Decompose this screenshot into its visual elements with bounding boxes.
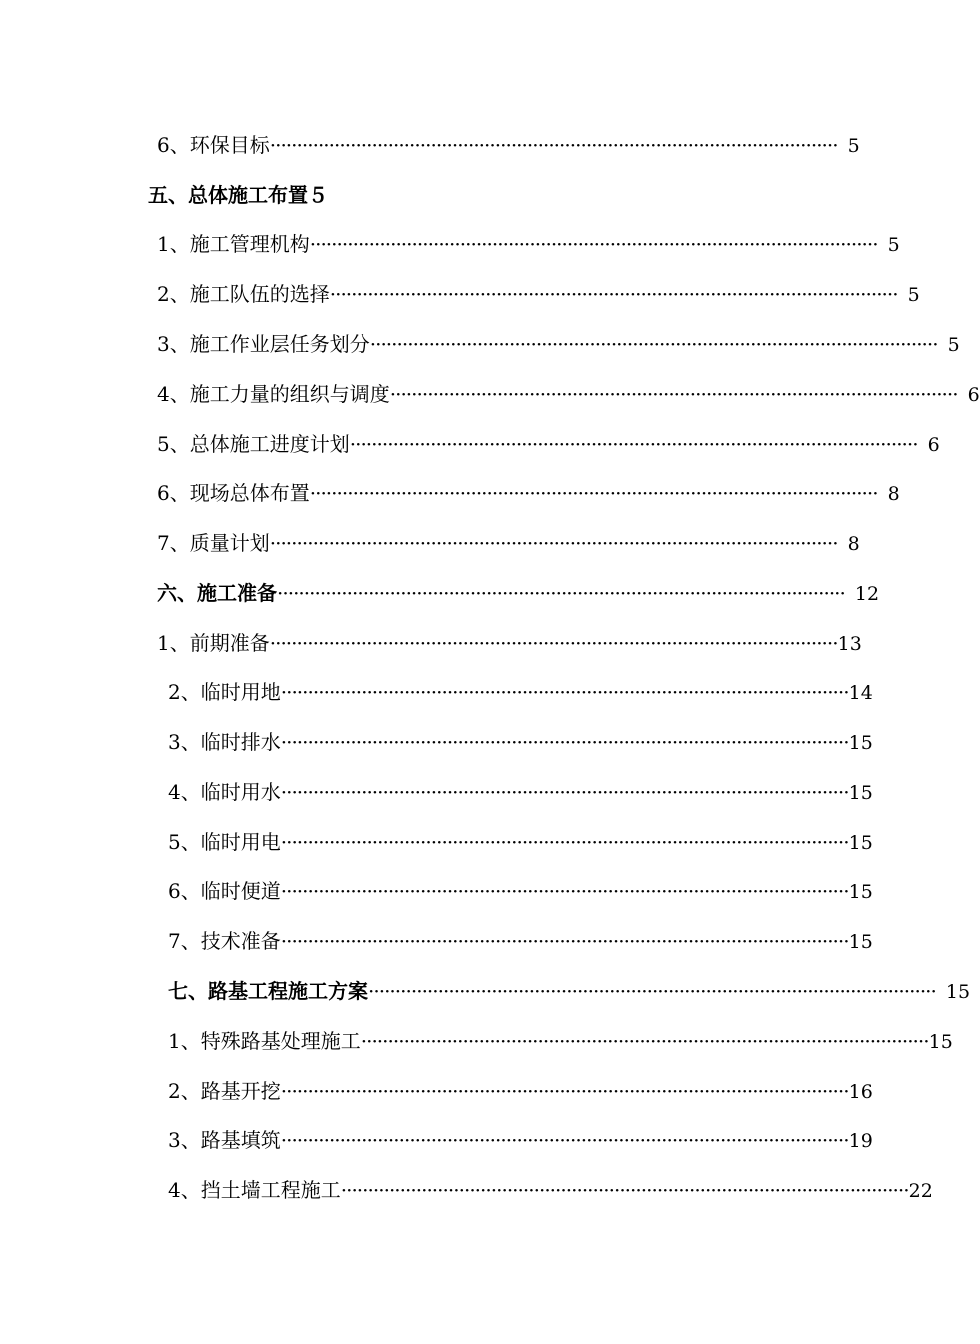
- toc-leader-dots: ··········································································································: [349, 432, 918, 456]
- toc-entry-page: 5: [907, 284, 920, 306]
- toc-entry-title: 五、总体施工布置５: [148, 183, 328, 207]
- toc-entry: [168, 727, 873, 757]
- toc-entry: [168, 827, 873, 857]
- toc-leader-dots: ··········································································································: [280, 879, 849, 903]
- toc-entry-page: 22: [908, 1180, 933, 1202]
- toc-entry-page: 15: [928, 1031, 953, 1053]
- toc-leader-dots: ··········································································································: [277, 581, 845, 605]
- toc-entry-page: 15: [945, 981, 971, 1003]
- toc-entry-title: 6、现场总体布置: [157, 481, 310, 505]
- toc-leader-dots: ··········································································································: [280, 780, 849, 804]
- toc-entry-title: 3、路基填筑: [168, 1128, 281, 1152]
- toc-entry-title: 七、路基工程施工方案: [168, 979, 368, 1003]
- toc-leader-dots: ··········································································································: [269, 133, 838, 157]
- toc-entry-page: 12: [854, 583, 880, 605]
- toc-leader-dots: ··········································································································: [280, 1128, 849, 1152]
- toc-entry: [157, 528, 860, 558]
- toc-entry-page: 15: [848, 881, 873, 903]
- toc-entry: [157, 379, 980, 409]
- toc-heading: [157, 578, 880, 608]
- toc-leader-dots: ··········································································································: [360, 1029, 929, 1053]
- toc-entry-title: 5、临时用电: [168, 830, 281, 854]
- toc-entry-title: 1、施工管理机构: [157, 232, 310, 256]
- toc-entry-page: 15: [848, 832, 873, 854]
- toc-leader-dots: ··········································································································: [309, 481, 878, 505]
- toc-entry-page: 5: [847, 135, 860, 157]
- toc-entry-page: 15: [848, 782, 873, 804]
- toc-entry: [157, 628, 862, 658]
- toc-entry: [168, 1076, 873, 1106]
- toc-leader-dots: ··········································································································: [309, 232, 878, 256]
- toc-entry: [157, 329, 960, 359]
- toc-entry: [168, 677, 873, 707]
- toc-entry-page: 8: [887, 483, 900, 505]
- toc-entry-title: 1、特殊路基处理施工: [168, 1029, 361, 1053]
- toc-entry-title: 3、临时排水: [168, 730, 281, 754]
- toc-leader-dots: ··········································································································: [269, 531, 838, 555]
- toc-entry-title: 7、技术准备: [168, 929, 281, 953]
- toc-leader-dots: ··········································································································: [340, 1178, 909, 1202]
- toc-heading: [148, 180, 788, 210]
- toc-entry: [157, 478, 900, 508]
- toc-entry: [157, 229, 900, 259]
- toc-entry-title: 7、质量计划: [157, 531, 270, 555]
- toc-entry: [157, 429, 940, 459]
- toc-entry-page: 5: [947, 334, 960, 356]
- toc-entry: [168, 926, 873, 956]
- toc-leader-dots: ··········································································································: [368, 979, 936, 1003]
- toc-leader-dots: ··········································································································: [280, 1079, 849, 1103]
- toc-entry-page: 14: [848, 682, 873, 704]
- toc-entry-title: 2、施工队伍的选择: [157, 282, 330, 306]
- toc-entry-page: 5: [887, 234, 900, 256]
- toc-leader-dots: ··········································································································: [269, 631, 838, 655]
- toc-entry: [168, 1026, 953, 1056]
- toc-entry-page: 15: [848, 931, 873, 953]
- toc-entry-title: 6、临时便道: [168, 879, 281, 903]
- toc-leader-dots: ··········································································································: [280, 730, 849, 754]
- toc-entry-title: 2、临时用地: [168, 680, 281, 704]
- toc-entry-page: 16: [848, 1081, 873, 1103]
- toc-entry-title: 4、临时用水: [168, 780, 281, 804]
- toc-leader-dots: ··········································································································: [389, 382, 958, 406]
- toc-leader-dots: ··········································································································: [280, 680, 849, 704]
- toc-entry-page: 6: [927, 434, 940, 456]
- toc-leader-dots: ··········································································································: [329, 282, 898, 306]
- toc-entry-title: 6、环保目标: [157, 133, 270, 157]
- toc-entry-page: 15: [848, 732, 873, 754]
- toc-entry: [168, 876, 873, 906]
- toc-entry-title: 六、施工准备: [157, 581, 277, 605]
- toc-entry-page: 8: [847, 533, 860, 555]
- toc-entry-page: 19: [848, 1130, 873, 1152]
- toc-entry-title: 5、总体施工进度计划: [157, 432, 350, 456]
- toc-entry-title: 4、挡土墙工程施工: [168, 1178, 341, 1202]
- toc-heading: [168, 976, 971, 1006]
- toc-entry-title: 1、前期准备: [157, 631, 270, 655]
- toc-entry: [157, 279, 920, 309]
- toc-leader-dots: ··········································································································: [280, 929, 849, 953]
- toc-entry: [168, 777, 873, 807]
- toc-entry-title: 2、路基开挖: [168, 1079, 281, 1103]
- toc-entry: [168, 1125, 873, 1155]
- toc-entry: [168, 1175, 933, 1205]
- toc-entry-page: 13: [837, 633, 862, 655]
- toc-entry-page: 6: [967, 384, 980, 406]
- toc-entry-title: 3、施工作业层任务划分: [157, 332, 370, 356]
- toc-leader-dots: ··········································································································: [280, 830, 849, 854]
- toc-leader-dots: ··········································································································: [369, 332, 938, 356]
- toc-entry: [157, 130, 860, 160]
- toc-entry-title: 4、施工力量的组织与调度: [157, 382, 390, 406]
